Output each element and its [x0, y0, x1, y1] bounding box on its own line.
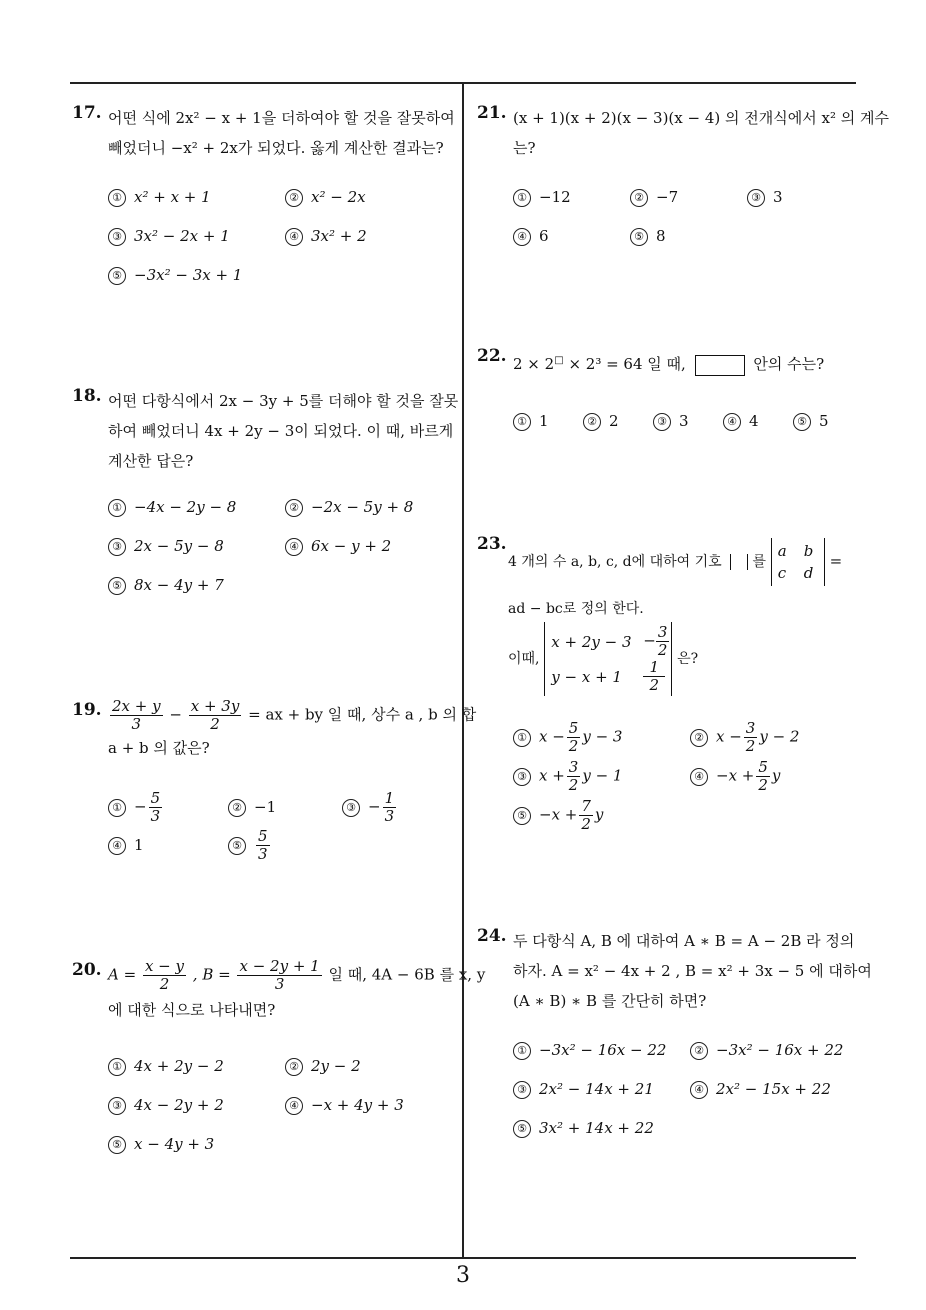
question-text — [513, 103, 889, 163]
numerator: 3 — [745, 719, 756, 737]
question-text-line: a + b 의 값은? — [108, 739, 210, 757]
choice-text: 8x − 4y + 7 — [134, 576, 224, 594]
choice-2[interactable] — [690, 1041, 843, 1060]
choice-mark: ④ — [690, 1081, 708, 1099]
question-number: 23. — [477, 534, 507, 554]
choice-text: 1 — [134, 836, 144, 854]
denominator: 2 — [649, 676, 660, 694]
choice-mark: ④ — [285, 228, 303, 246]
choice-text: −x + — [716, 766, 755, 785]
page-number: 3 — [456, 1263, 470, 1288]
choice-mark: ① — [513, 1042, 531, 1060]
choice-mark: ⑤ — [630, 228, 648, 246]
choice-5[interactable] — [108, 576, 224, 595]
choice-mark: ③ — [513, 1081, 531, 1099]
choice-1[interactable] — [108, 498, 236, 517]
choice-3[interactable] — [108, 1096, 224, 1115]
choice-text: 3x² − 2x + 1 — [134, 227, 230, 245]
question-text-line: 두 다항식 A, B 에 대하여 A ∗ B = A − 2B 라 정의 — [513, 932, 855, 950]
choice-3[interactable] — [653, 412, 689, 431]
sign: − — [643, 631, 656, 650]
choice-3[interactable] — [747, 188, 783, 207]
superscript-box: □ — [554, 355, 564, 366]
numerator: x + 3y — [190, 697, 240, 715]
denominator: 2 — [581, 815, 591, 833]
det-entry: y − x + 1 — [551, 667, 622, 686]
question-text-line: ad − bc로 정의 한다. — [508, 601, 644, 617]
denominator: 3 — [131, 715, 142, 733]
choice-text: x − — [716, 727, 742, 746]
choice-5[interactable] — [630, 227, 666, 246]
choice-mark: ⑤ — [108, 267, 126, 285]
choice-mark: ④ — [690, 768, 708, 786]
choice-1[interactable] — [108, 1057, 224, 1076]
question-text-line: 빼었더니 −x² + 2x가 되었다. 옳게 계산한 결과는? — [108, 139, 444, 157]
choice-mark: ① — [108, 1058, 126, 1076]
question-text — [108, 386, 458, 476]
question-text-line: (x + 1)(x + 2)(x − 3)(x − 4) 의 전개식에서 x² 의 계수 — [513, 109, 889, 127]
question-text — [508, 538, 842, 586]
choice-text: −1 — [254, 798, 277, 816]
numerator: 1 — [643, 659, 665, 677]
choice-mark: ④ — [285, 1097, 303, 1115]
choice-mark: ② — [285, 189, 303, 207]
numerator: 5 — [758, 758, 768, 776]
question-text-line: 하여 빼었더니 4x + 2y − 3이 되었다. 이 때, 바르게 — [108, 422, 454, 440]
denominator: 2 — [568, 737, 579, 755]
choice-5[interactable] — [513, 798, 603, 833]
denominator: 2 — [657, 641, 668, 659]
question-text-part: 4 개의 수 a, b, c, d에 대하여 기호 — [508, 554, 722, 570]
denominator: 3 — [274, 975, 285, 993]
det-entry — [643, 623, 668, 659]
choice-text: −3x² − 3x + 1 — [134, 266, 243, 284]
fraction — [143, 958, 186, 993]
choice-mark: ② — [630, 189, 648, 207]
choice-text: 3 — [679, 412, 689, 430]
numerator: x − y — [144, 957, 184, 975]
choice-1[interactable] — [108, 790, 164, 825]
denominator: 3 — [150, 807, 161, 825]
question-text-line: 에 대한 식으로 나타내면? — [108, 1001, 276, 1019]
choice-text: 5 — [819, 412, 829, 430]
numerator: 5 — [150, 789, 161, 807]
question-text-line — [108, 698, 476, 733]
question-text-line: (A ∗ B) ∗ B 를 간단히 하면? — [513, 992, 707, 1010]
choice-text: −4x − 2y − 8 — [134, 498, 237, 516]
choice-2[interactable] — [285, 498, 413, 517]
choice-mark: ④ — [513, 228, 531, 246]
choice-5[interactable] — [513, 1119, 654, 1138]
fraction — [567, 759, 581, 794]
question-text — [108, 103, 455, 163]
fraction — [237, 958, 321, 993]
choice-4[interactable] — [285, 227, 367, 246]
denominator: 2 — [159, 975, 170, 993]
fraction — [189, 698, 242, 733]
choice-mark: ⑤ — [513, 807, 531, 825]
answer-box — [695, 355, 745, 376]
bottom-rule — [70, 1257, 856, 1259]
choice-4[interactable] — [513, 227, 549, 246]
numerator: 7 — [581, 797, 591, 815]
denominator: 2 — [568, 776, 579, 794]
choice-sign: − — [368, 797, 381, 816]
fraction — [567, 720, 581, 755]
choice-text: −x + 4y + 3 — [311, 1096, 404, 1114]
fraction — [110, 698, 163, 733]
choice-mark: ④ — [723, 413, 741, 431]
choice-3[interactable] — [108, 227, 230, 246]
det-entry: x + 2y − 3 — [551, 632, 632, 651]
choice-3[interactable] — [342, 790, 398, 825]
fraction — [256, 828, 270, 863]
choice-mark: ③ — [747, 189, 765, 207]
question-number: 24. — [477, 926, 507, 946]
choice-2[interactable] — [285, 188, 366, 207]
question-text-part: = ax + by 일 때, 상수 a , b 의 합 — [248, 705, 477, 724]
choice-4[interactable] — [690, 759, 780, 794]
question-text — [513, 346, 824, 379]
choice-mark: ② — [285, 499, 303, 517]
choice-mark: ③ — [513, 768, 531, 786]
choice-1[interactable] — [513, 188, 571, 207]
fraction — [656, 624, 670, 659]
question-number: 17. — [72, 103, 102, 123]
numerator: x − 2y + 1 — [239, 957, 320, 975]
choice-5[interactable] — [793, 412, 829, 431]
choice-5[interactable] — [108, 1135, 214, 1154]
choice-mark: ② — [690, 729, 708, 747]
determinant-symbol — [730, 554, 748, 570]
choice-text: 1 — [539, 412, 549, 430]
choice-3[interactable] — [108, 537, 224, 556]
choice-text: y − 1 — [582, 766, 623, 785]
equals-sign: = — [829, 552, 843, 570]
choice-1[interactable] — [513, 412, 549, 431]
choice-mark: ③ — [342, 799, 360, 817]
choice-text: 3x² + 2 — [311, 227, 367, 245]
fraction — [643, 659, 665, 694]
numerator: 5 — [568, 719, 579, 737]
numerator: 3 — [657, 623, 668, 641]
choice-text: 3 — [773, 188, 783, 206]
numerator: 1 — [384, 789, 395, 807]
choice-mark: ① — [108, 499, 126, 517]
choice-text: −x + — [539, 805, 578, 824]
determinant — [771, 538, 825, 586]
choice-2[interactable] — [630, 188, 678, 207]
math-label: A = — [108, 965, 137, 984]
choice-4[interactable] — [723, 412, 759, 431]
choice-mark: ⑤ — [108, 577, 126, 595]
question-text-part: 를 — [752, 554, 766, 570]
choice-text: 6x − y + 2 — [311, 537, 392, 555]
fraction — [383, 790, 397, 825]
choice-text: x² + x + 1 — [134, 188, 211, 206]
question-text-line: 하자. A = x² − 4x + 2 , B = x² + 3x − 5 에 대하여 — [513, 962, 872, 980]
choice-text: y — [771, 766, 781, 785]
denominator: 2 — [745, 737, 756, 755]
math-label: , B = — [192, 965, 231, 984]
question-text-part: × 2³ = 64 일 때, — [568, 355, 686, 373]
choice-2[interactable] — [690, 720, 799, 755]
question-text-line — [108, 958, 485, 993]
question-number: 20. — [72, 960, 102, 980]
choice-mark: ⑤ — [228, 837, 246, 855]
operator: − — [169, 705, 182, 724]
numerator: 3 — [568, 758, 579, 776]
choice-5[interactable] — [228, 828, 272, 863]
question-text-line: 는? — [513, 139, 536, 157]
choice-text: 4x − 2y + 2 — [134, 1096, 224, 1114]
fraction — [579, 798, 593, 833]
choice-mark: ① — [108, 189, 126, 207]
choice-mark: ② — [690, 1042, 708, 1060]
question-number: 21. — [477, 103, 507, 123]
choice-1[interactable] — [513, 720, 622, 755]
choice-4[interactable] — [285, 537, 391, 556]
choice-text: 3x² + 14x + 22 — [539, 1119, 654, 1137]
numerator: 2x + y — [112, 697, 161, 715]
det-entry: d — [803, 564, 814, 582]
choice-text: 2 — [609, 412, 619, 430]
choice-4[interactable] — [285, 1096, 404, 1115]
choice-1[interactable] — [513, 1041, 666, 1060]
choice-1[interactable] — [108, 188, 211, 207]
choice-text: −3x² − 16x − 22 — [539, 1041, 667, 1059]
choice-3[interactable] — [513, 1080, 654, 1099]
denominator: 2 — [210, 715, 220, 733]
question-number: 18. — [72, 386, 102, 406]
question-text-part: 은? — [677, 651, 699, 667]
choice-text: y − 3 — [582, 727, 623, 746]
denominator: 2 — [758, 776, 768, 794]
choice-text: 2x − 5y − 8 — [134, 537, 224, 555]
question-number: 19. — [72, 700, 102, 720]
numerator: 5 — [258, 827, 268, 845]
question-text-line: 어떤 다항식에서 2x − 3y + 5를 더해야 할 것을 잘못 — [108, 392, 459, 410]
choice-text: 4 — [749, 412, 759, 430]
choice-text: y — [594, 805, 604, 824]
question-number: 22. — [477, 346, 507, 366]
choice-3[interactable] — [513, 759, 622, 794]
choice-mark: ① — [513, 413, 531, 431]
choice-2[interactable] — [228, 798, 276, 817]
choice-sign: − — [134, 797, 147, 816]
choice-mark: ⑤ — [793, 413, 811, 431]
choice-mark: ② — [583, 413, 601, 431]
question-text — [513, 926, 872, 1016]
choice-text: x − — [539, 727, 565, 746]
choice-text: y − 2 — [759, 727, 800, 746]
choice-4[interactable] — [690, 1080, 831, 1099]
column-divider — [462, 83, 464, 1257]
choice-mark: ③ — [108, 228, 126, 246]
choice-mark: ① — [513, 729, 531, 747]
question-text — [108, 958, 485, 1020]
choice-mark: ② — [285, 1058, 303, 1076]
denominator: 3 — [258, 845, 268, 863]
choice-text: 2y − 2 — [311, 1057, 361, 1075]
choice-text: 8 — [656, 227, 666, 245]
choice-text: 2x² − 15x + 22 — [716, 1080, 831, 1098]
choice-mark: ③ — [108, 1097, 126, 1115]
choice-mark: ③ — [653, 413, 671, 431]
fraction — [149, 790, 163, 825]
choice-2[interactable] — [583, 412, 619, 431]
question-text-part: 안의 수는? — [753, 355, 825, 373]
det-entry: b — [803, 542, 814, 560]
choice-mark: ④ — [285, 538, 303, 556]
question-text — [108, 698, 476, 758]
question-text-part: 2 × 2 — [513, 355, 555, 373]
question-text — [508, 622, 698, 696]
choice-text: −3x² − 16x + 22 — [716, 1041, 844, 1059]
question-text-part: 이때, — [508, 651, 540, 667]
fraction — [756, 759, 770, 794]
choice-5[interactable] — [108, 266, 242, 285]
question-text-line: 계산한 답은? — [108, 452, 194, 470]
choice-mark: ④ — [108, 837, 126, 855]
choice-2[interactable] — [285, 1057, 361, 1076]
choice-text: 2x² − 14x + 21 — [539, 1080, 654, 1098]
choice-text: −12 — [539, 188, 571, 206]
question-text-line: 어떤 식에 2x² − x + 1을 더하여야 할 것을 잘못하여 — [108, 109, 455, 127]
choice-text: 6 — [539, 227, 549, 245]
fraction — [744, 720, 758, 755]
choice-mark: ① — [513, 189, 531, 207]
choice-text: x + — [539, 766, 565, 785]
choice-mark: ② — [228, 799, 246, 817]
choice-mark: ⑤ — [108, 1136, 126, 1154]
choice-text: −7 — [656, 188, 679, 206]
choice-4[interactable] — [108, 836, 144, 855]
choice-text: x − 4y + 3 — [134, 1135, 215, 1153]
choice-mark: ⑤ — [513, 1120, 531, 1138]
choice-text: 4x + 2y − 2 — [134, 1057, 224, 1075]
denominator: 3 — [384, 807, 395, 825]
choice-mark: ① — [108, 799, 126, 817]
det-entry: a — [777, 542, 787, 560]
choice-text: x² − 2x — [311, 188, 366, 206]
choice-text: −2x − 5y + 8 — [311, 498, 414, 516]
determinant — [544, 622, 672, 696]
det-entry: c — [777, 564, 787, 582]
choice-mark: ③ — [108, 538, 126, 556]
question-text-part: 일 때, 4A − 6B 를 x, y — [328, 965, 486, 984]
